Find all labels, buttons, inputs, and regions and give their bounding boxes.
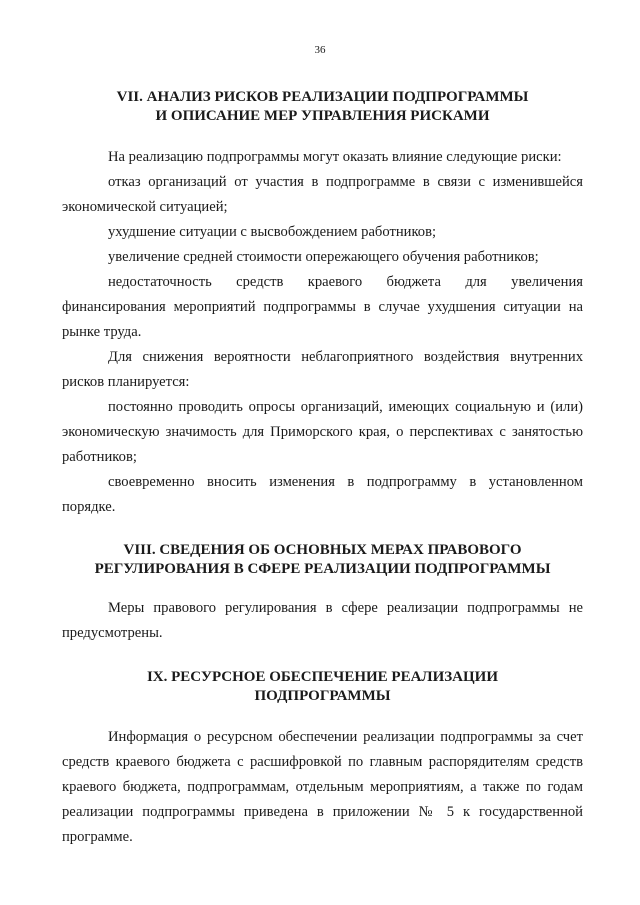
section-8-heading-line-1: VIII. СВЕДЕНИЯ ОБ ОСНОВНЫХ МЕРАХ ПРАВОВОГО xyxy=(123,542,522,558)
paragraph: На реализацию подпрограммы могут оказать влияние следующие риски: xyxy=(108,149,562,165)
paragraph: увеличение средней стоимости опережающего обучения работников; xyxy=(108,249,539,265)
section-8-heading-line-2: РЕГУЛИРОВАНИЯ В СФЕРЕ РЕАЛИЗАЦИИ ПОДПРОГРАММЫ xyxy=(94,561,551,577)
paragraph: Информация о ресурсном обеспечении реализации подпрограммы за счет средств краевого бюджета с расшифровкой по главным распорядителям средств краевого бюджета, подпрограммам, отдельным мероприятиям, а также по годам реализации подпрограммы приведена в приложении № 5 к государственной программе. xyxy=(62,729,583,845)
section-7-heading-line-2: И ОПИСАНИЕ МЕР УПРАВЛЕНИЯ РИСКАМИ xyxy=(155,108,490,124)
paragraph: ухудшение ситуации с высвобождением работников; xyxy=(108,224,437,240)
section-9-heading-line-2: ПОДПРОГРАММЫ xyxy=(254,688,391,704)
paragraph: недостаточность средств краевого бюджета для увеличения финансирования мероприятий подпрограммы в случае ухудшения ситуации на рынке труда. xyxy=(62,274,583,340)
paragraph: своевременно вносить изменения в подпрограмму в установленном порядке. xyxy=(62,474,583,515)
paragraph: Для снижения вероятности неблагоприятного воздействия внутренних рисков планируется: xyxy=(62,349,583,390)
paragraph: отказ организаций от участия в подпрограмме в связи с изменившейся экономической ситуацией; xyxy=(62,174,583,215)
section-7-heading xyxy=(62,88,583,126)
section-9-heading-line-1: IX. РЕСУРСНОЕ ОБЕСПЕЧЕНИЕ РЕАЛИЗАЦИИ xyxy=(146,669,499,685)
paragraph: Меры правового регулирования в сфере реализации подпрограммы не предусмотрены. xyxy=(62,600,583,641)
section-8-heading xyxy=(62,541,583,579)
page-number: 36 xyxy=(314,44,326,56)
section-7-heading-line-1: VII. АНАЛИЗ РИСКОВ РЕАЛИЗАЦИИ ПОДПРОГРАММЫ xyxy=(116,89,529,105)
section-9-heading xyxy=(62,668,583,706)
document-body xyxy=(62,88,583,850)
paragraph: постоянно проводить опросы организаций, имеющих социальную и (или) экономическую значимость для Приморского края, о перспективах с занятостью работников; xyxy=(62,399,583,465)
